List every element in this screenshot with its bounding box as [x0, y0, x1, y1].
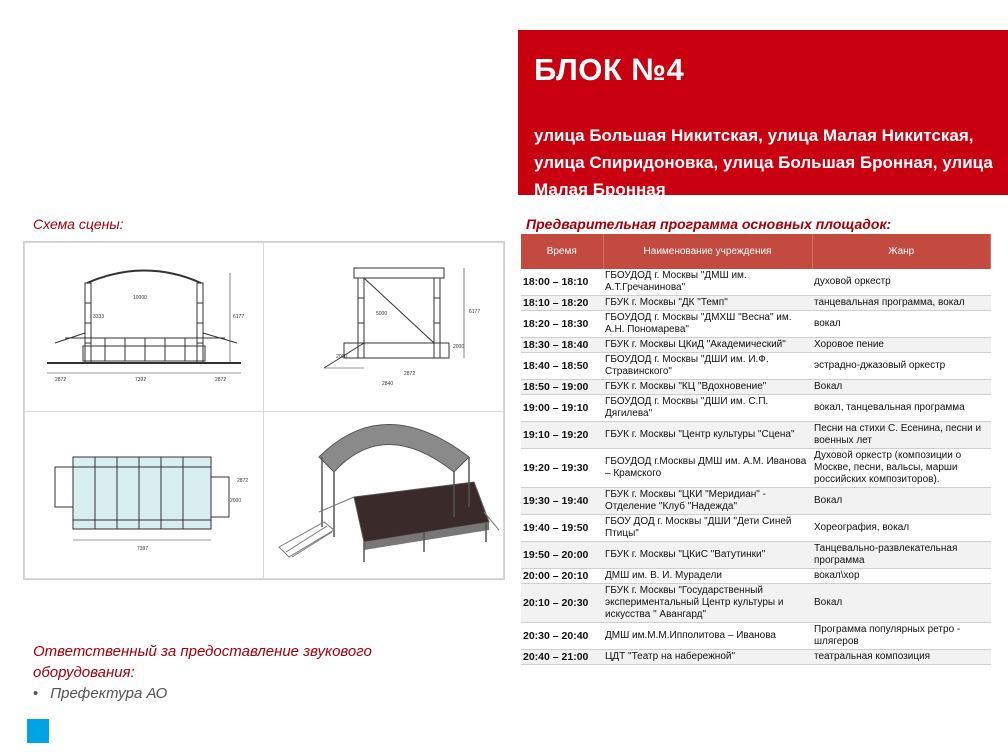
row-genre: танцевальная программа, вокал — [812, 296, 991, 311]
front-width-label: 10000 — [133, 295, 147, 301]
front-center-label: 7392 — [135, 377, 147, 383]
table-row — [521, 380, 991, 395]
program-heading: Предварительная программа основных площадок: — [526, 216, 892, 232]
responsible-item — [33, 685, 167, 702]
row-time: 20:00 – 20:10 — [521, 569, 603, 584]
row-time: 18:00 – 18:10 — [521, 269, 603, 296]
table-row — [521, 650, 991, 665]
row-time: 20:40 – 21:00 — [521, 650, 603, 665]
table-row — [521, 311, 991, 338]
row-time: 19:40 – 19:50 — [521, 515, 603, 542]
front-left-label: 2872 — [55, 377, 67, 383]
row-genre: Песни на стихи С. Есенина, песни и военных лет — [812, 422, 991, 449]
row-institution: ГБОУДОД г. Москвы "ДШИ им. С.П. Дягилева" — [603, 395, 812, 422]
row-time: 19:50 – 20:00 — [521, 542, 603, 569]
table-row — [521, 296, 991, 311]
table-row — [521, 542, 991, 569]
responsible-heading: Ответственный за предоставление звукового оборудования: — [33, 643, 372, 681]
row-time: 18:30 – 18:40 — [521, 338, 603, 353]
row-time: 19:30 – 19:40 — [521, 488, 603, 515]
table-row — [521, 488, 991, 515]
row-institution: ГБОУДОД г. Москвы "ДМШ им. А.Т.Гречанинова" — [603, 269, 812, 296]
stage-side-drawing — [264, 243, 503, 411]
row-institution: ДМШ им.М.М.Ипполитова – Иванова — [603, 623, 812, 650]
table-row — [521, 353, 991, 380]
row-time: 19:10 – 19:20 — [521, 422, 603, 449]
table-row — [521, 338, 991, 353]
front-height-label: 6177 — [233, 314, 245, 320]
table-row — [521, 422, 991, 449]
row-genre: вокал\хор — [812, 569, 991, 584]
blue-square-decoration — [27, 719, 49, 743]
side-height-label: 6177 — [469, 309, 481, 315]
row-institution: ГБОУДОД г. Москвы "ДМХШ "Весна" им. А.Н. Пономарева" — [603, 311, 812, 338]
row-time: 18:40 – 18:50 — [521, 353, 603, 380]
row-genre: вокал, танцевальная программа — [812, 395, 991, 422]
table-row — [521, 584, 991, 623]
row-time: 18:10 – 18:20 — [521, 296, 603, 311]
row-institution: ГБОУДОД г. Москвы "ДШИ им. И.Ф. Стравинского" — [603, 353, 812, 380]
col-header-genre: Жанр — [812, 234, 991, 269]
row-institution: ГБОУДОД г.Москвы ДМШ им. А.М. Иванова – Крамского — [603, 449, 812, 488]
stage-3d-view — [263, 411, 504, 579]
stage-side-view — [263, 242, 504, 412]
row-institution: ЦДТ "Театр на набережной" — [603, 650, 812, 665]
row-institution: ГБУК г. Москвы "ДК "Темп" — [603, 296, 812, 311]
stage-3d-drawing — [264, 412, 503, 578]
row-genre: Танцевально-развлекательная программа — [812, 542, 991, 569]
table-row — [521, 269, 991, 296]
table-row — [521, 569, 991, 584]
row-genre: Вокал — [812, 380, 991, 395]
row-time: 18:50 – 19:00 — [521, 380, 603, 395]
side-base-label: 2872 — [404, 371, 416, 377]
row-time: 19:20 – 19:30 — [521, 449, 603, 488]
side-small-label: 2840 — [382, 381, 394, 387]
row-genre: Вокал — [812, 488, 991, 515]
table-row — [521, 449, 991, 488]
block-title: БЛОК №4 — [534, 52, 685, 87]
stage-front-drawing — [25, 243, 263, 411]
top-bottom-label: 7397 — [137, 546, 149, 552]
front-right-label: 2872 — [215, 377, 227, 383]
front-inner-label: 3333 — [93, 314, 105, 320]
side-left-label: 2000 — [336, 354, 348, 360]
stage-diagrams — [23, 241, 505, 580]
row-institution: ГБУК г. Москвы "ЦКиС "Ватутинки" — [603, 542, 812, 569]
row-institution: ДМШ им. В. И. Мурадели — [603, 569, 812, 584]
row-genre: духовой оркестр — [812, 269, 991, 296]
row-time: 19:00 – 19:10 — [521, 395, 603, 422]
row-genre: театральная композиция — [812, 650, 991, 665]
responsible-item-label: Префектура АО — [50, 685, 168, 702]
table-row — [521, 515, 991, 542]
table-header-row — [521, 234, 991, 269]
block-streets: улица Большая Никитская, улица Малая Никитская, улица Спиридоновка, улица Большая Бронная, улица Малая Бронная — [534, 126, 993, 199]
row-genre: вокал — [812, 311, 991, 338]
side-depth-label: 5000 — [376, 311, 388, 317]
row-institution: ГБУК г. Москвы "ЦКИ "Меридиан" - Отделение "Клуб "Надежда" — [603, 488, 812, 515]
row-genre: Программа популярных ретро - шлягеров — [812, 623, 991, 650]
table-row — [521, 623, 991, 650]
bullet-icon: • — [33, 685, 39, 702]
block-banner — [518, 30, 1008, 199]
stage-top-view — [24, 411, 264, 579]
table-row — [521, 395, 991, 422]
top-right-label: 2000 — [230, 498, 242, 504]
row-genre: Вокал — [812, 584, 991, 623]
scheme-heading: Схема сцены: — [33, 216, 124, 232]
row-institution: ГБУК г. Москвы "Государственный экспериментальный Центр культуры и искусства " Авангард" — [603, 584, 812, 623]
program-table — [521, 234, 991, 665]
side-step-label: 2000 — [453, 344, 465, 350]
row-institution: ГБУК г. Москвы "КЦ "Вдохновение" — [603, 380, 812, 395]
row-institution: ГБУК г. Москвы ЦКиД "Академический" — [603, 338, 812, 353]
row-genre: Духовой оркестр (композиции о Москве, песни, вальсы, марши российских композиторов). — [812, 449, 991, 488]
row-genre: Хоровое пение — [812, 338, 991, 353]
row-time: 20:10 – 20:30 — [521, 584, 603, 623]
col-header-institution: Наименование учреждения — [603, 234, 812, 269]
stage-top-drawing — [25, 412, 263, 578]
row-time: 18:20 – 18:30 — [521, 311, 603, 338]
row-genre: Хореография, вокал — [812, 515, 991, 542]
row-time: 20:30 – 20:40 — [521, 623, 603, 650]
row-genre: эстрадно-джазовый оркестр — [812, 353, 991, 380]
col-header-time: Время — [521, 234, 603, 269]
row-institution: ГБУК г. Москвы "Центр культуры "Сцена" — [603, 422, 812, 449]
stage-front-view — [24, 242, 264, 412]
row-institution: ГБОУ ДОД г. Москвы "ДШИ "Дети Синей Птицы" — [603, 515, 812, 542]
top-depth-label: 2872 — [237, 478, 249, 484]
